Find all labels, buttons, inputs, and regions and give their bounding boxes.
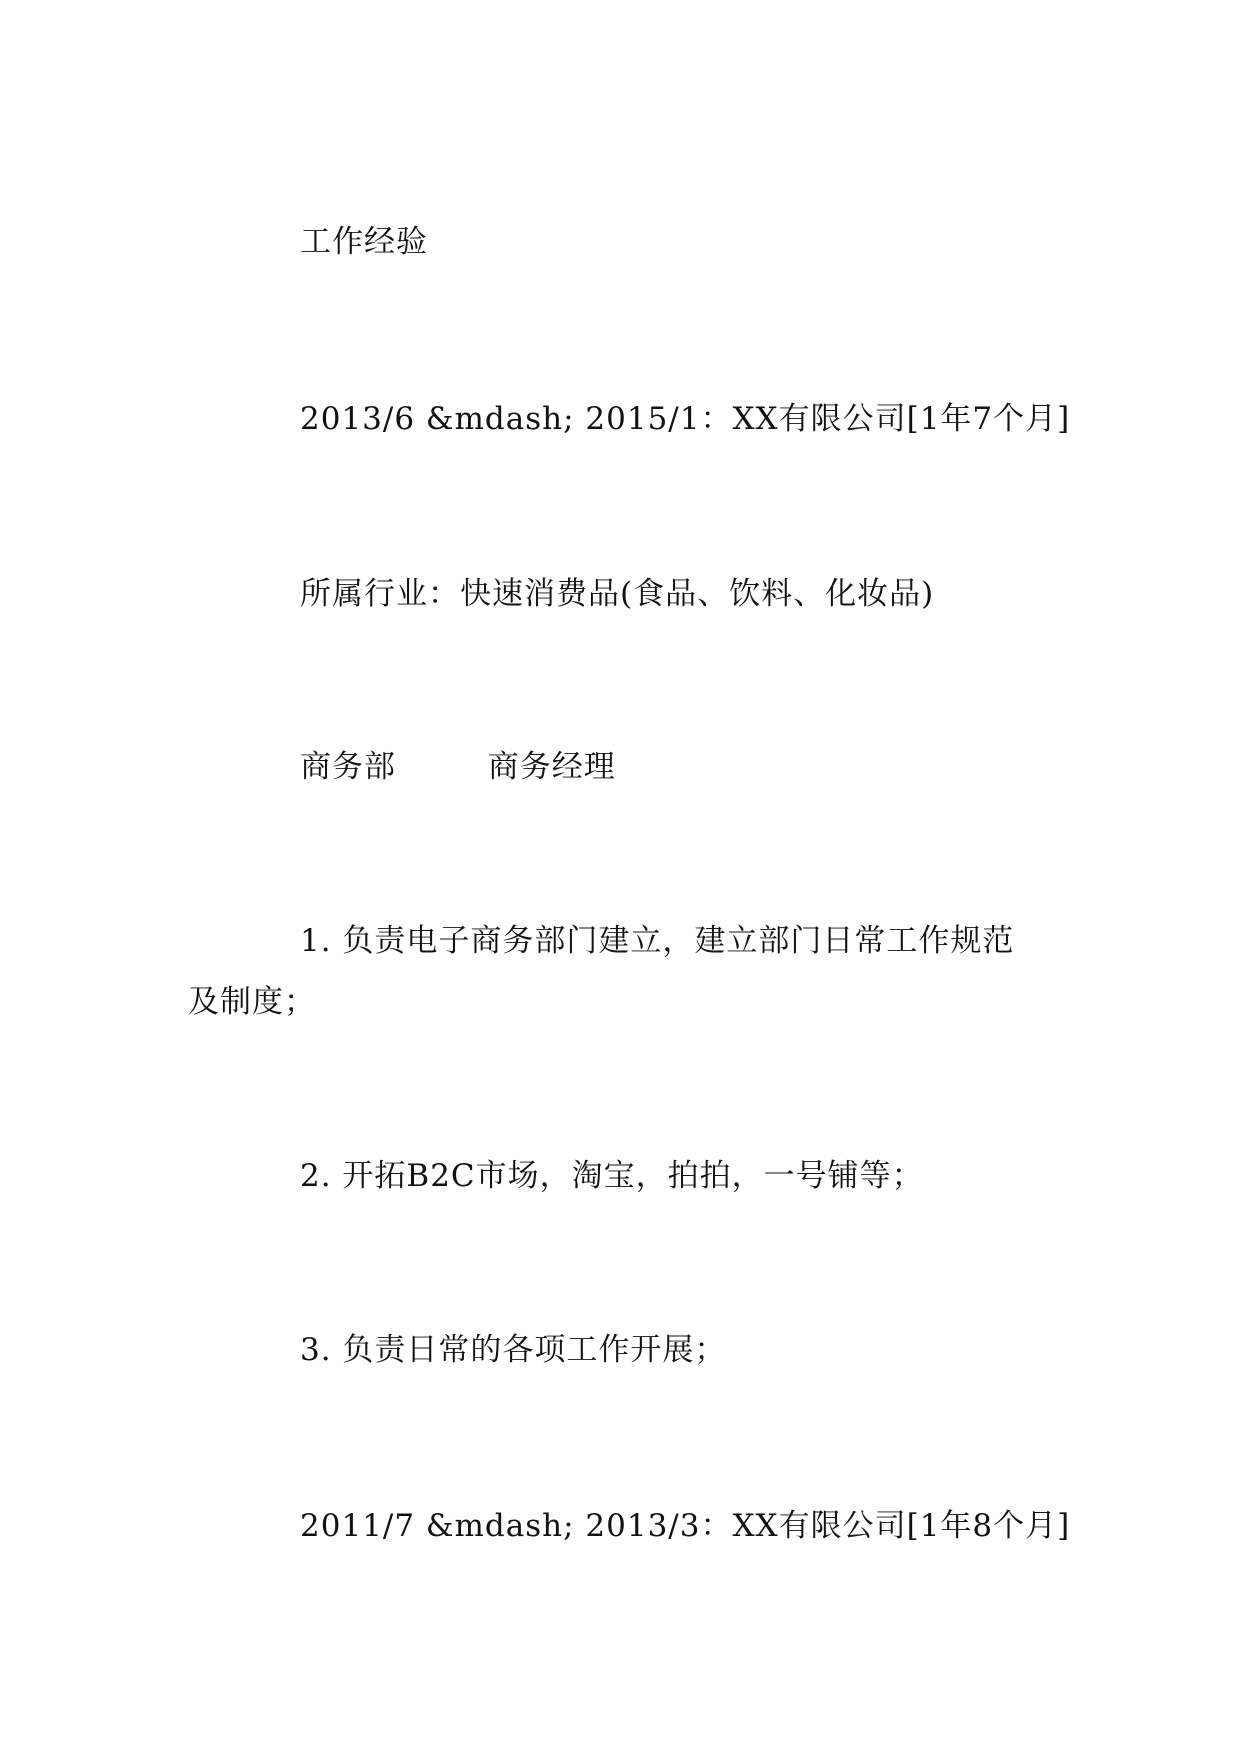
job1-position: 商务经理 [487,749,616,785]
job1-duty-1-line2: 及制度； [188,984,316,1020]
job1-duty-2: 2. 开拓B2C市场，淘宝，拍拍，一号铺等； [300,1158,924,1194]
job1-period: 2013/6 &mdash; 2015/1：XX有限公司[1年7个月] [300,401,1071,437]
job1-role-line [300,749,616,785]
job1-duty-3: 3. 负责日常的各项工作开展； [300,1332,727,1368]
job1-industry: 所属行业：快速消费品(食品、饮料、化妆品) [300,576,935,612]
section-title: 工作经验 [300,224,428,260]
job1-duty-1-line1: 1. 负责电子商务部门建立，建立部门日常工作规范 [300,923,1015,959]
job1-department: 商务部 [300,749,396,785]
job2-period: 2011/7 &mdash; 2013/3：XX有限公司[1年8个月] [300,1508,1071,1544]
